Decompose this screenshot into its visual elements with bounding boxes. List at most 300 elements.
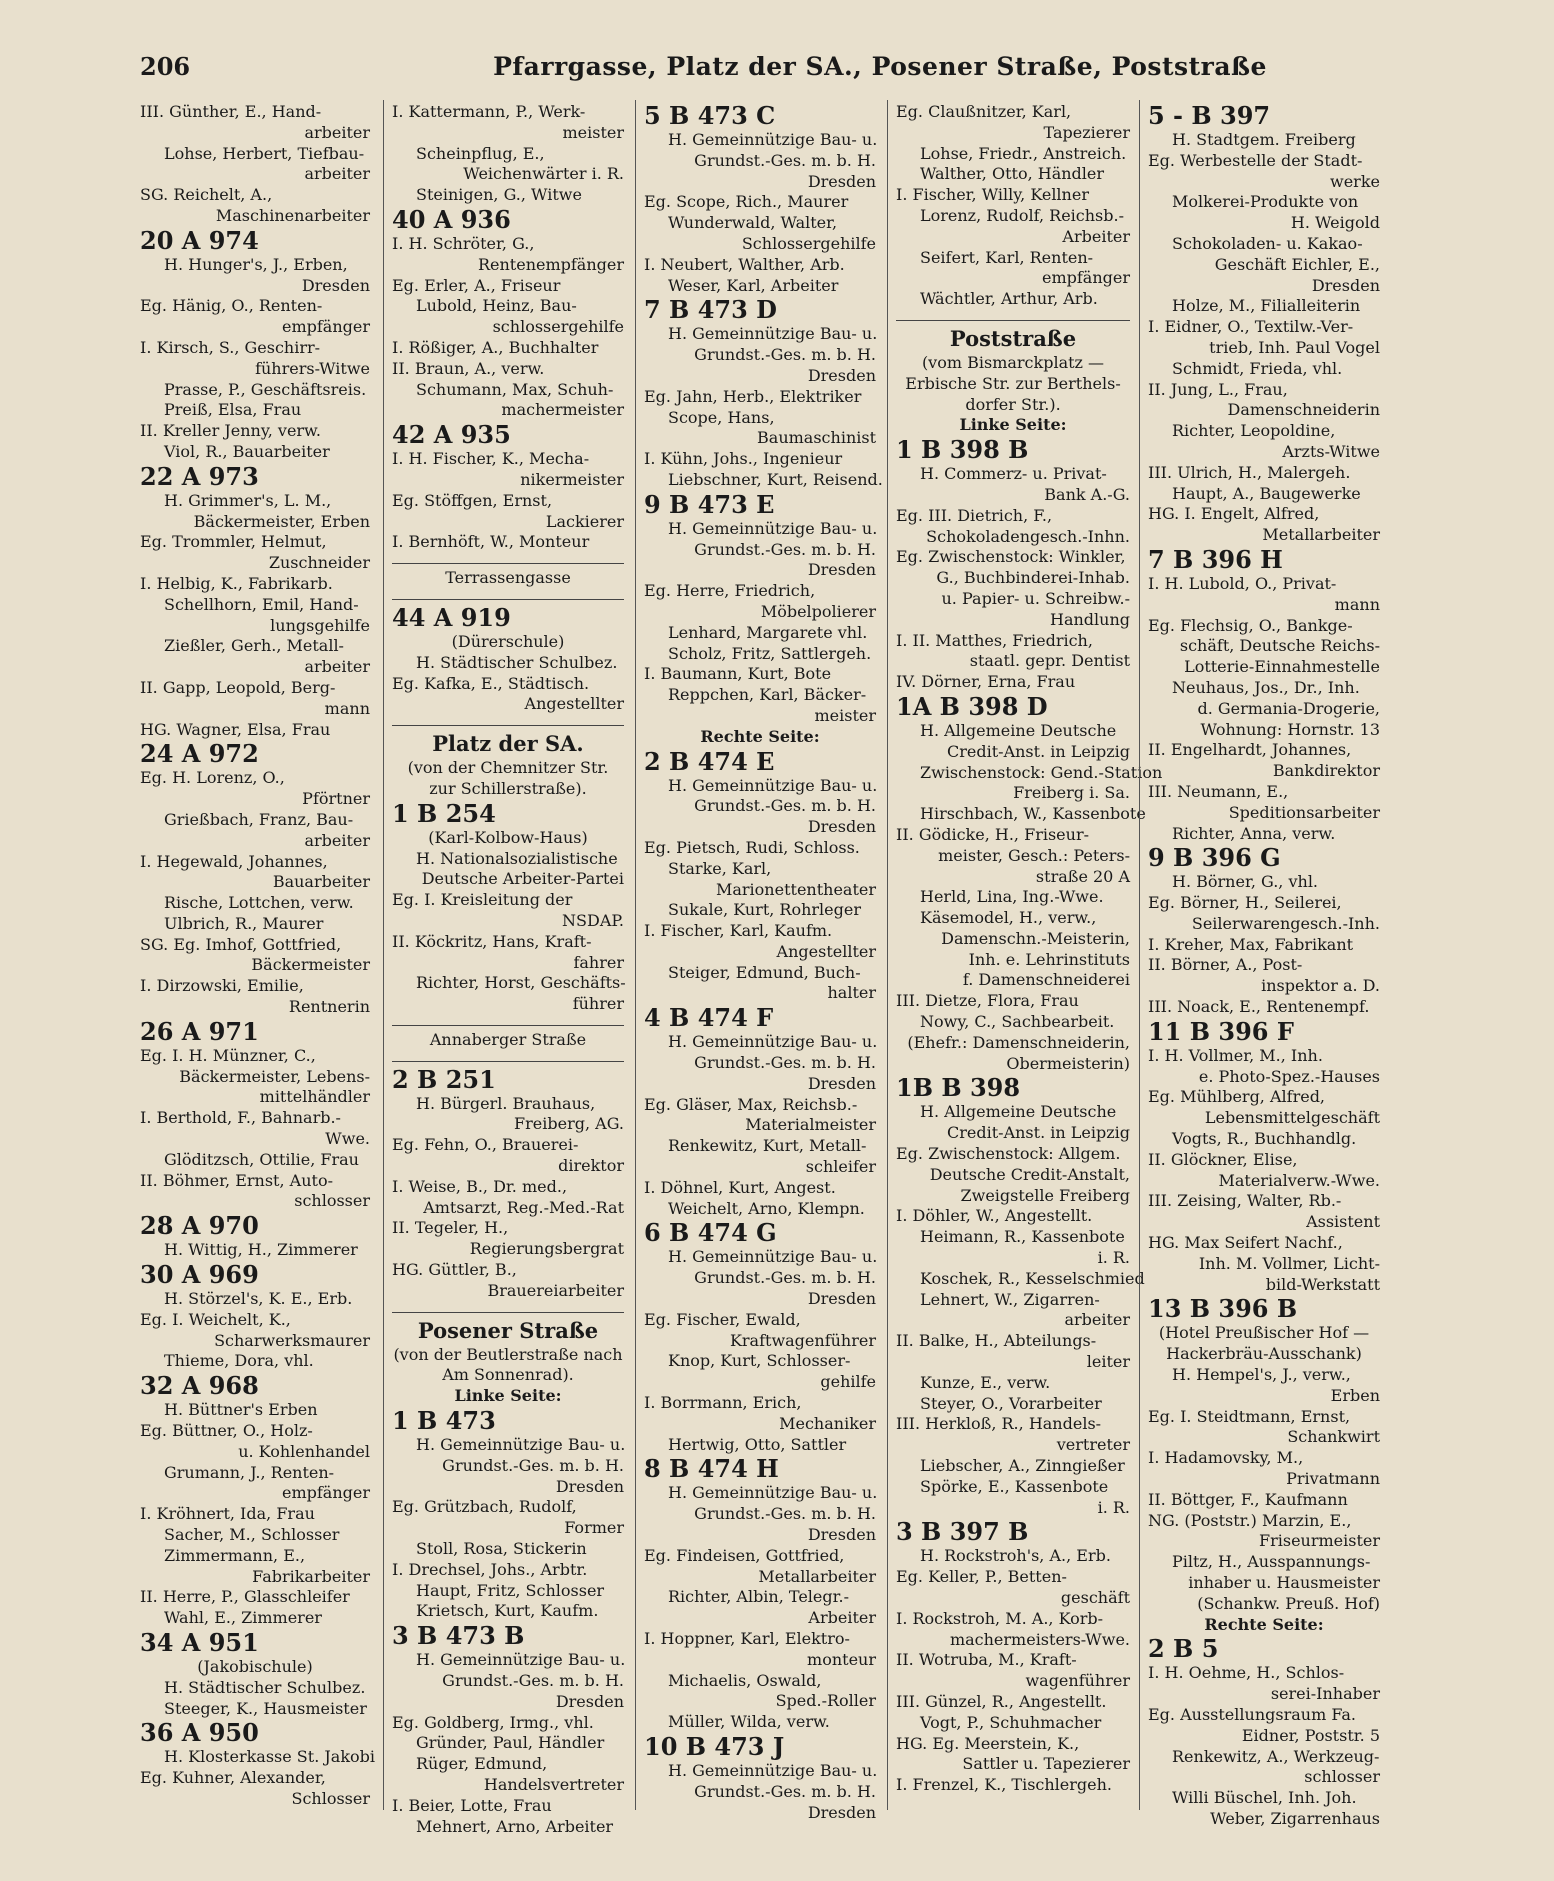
street-note: (Karl-Kolbow-Haus) bbox=[428, 827, 588, 847]
entry-line: I. Neubert, Walther, Arb. bbox=[644, 254, 845, 274]
entry-line: schlosser bbox=[1304, 1767, 1380, 1787]
entry-line: straße 20 A bbox=[1035, 866, 1130, 886]
entry-line: I. H. Fischer, K., Mecha- bbox=[392, 449, 590, 469]
entry-line: Lohse, Herbert, Tiefbau- bbox=[164, 143, 365, 163]
entry-line: H. Gemeinnützige Bau- u. bbox=[668, 1247, 878, 1267]
entry-line: Herld, Lina, Ing.-Wwe. bbox=[920, 887, 1104, 907]
entry-line: Steyer, O., Vorarbeiter bbox=[920, 1393, 1102, 1413]
entry-line: Eg. Jahn, Herb., Elektriker bbox=[644, 386, 862, 406]
entry-line: Metallarbeiter bbox=[1262, 525, 1380, 545]
entry-line: Damenschneiderin bbox=[1227, 400, 1380, 420]
entry-line: Krietsch, Kurt, Kaufm. bbox=[416, 1601, 599, 1621]
entry-line: Eg. Scope, Rich., Maurer bbox=[644, 192, 849, 212]
column-divider bbox=[383, 100, 384, 1810]
entry-line: Bäckermeister, Erben bbox=[193, 511, 370, 531]
entry-line: Reppchen, Karl, Bäcker- bbox=[668, 685, 867, 705]
house-number-heading: 32 A 968 bbox=[140, 1371, 259, 1401]
entry-line: Materialmeister bbox=[745, 1115, 876, 1135]
entry-line: SG. Reichelt, A., bbox=[140, 185, 273, 205]
house-number-heading: 28 A 970 bbox=[140, 1211, 259, 1241]
entry-line: I. Berthold, F., Bahnarb.- bbox=[140, 1108, 341, 1128]
entry-line: I. Baumann, Kurt, Bote bbox=[644, 664, 832, 684]
entry-line: Rüger, Edmund, bbox=[416, 1754, 548, 1774]
entry-line: Michaelis, Oswald, bbox=[668, 1670, 822, 1690]
entry-line: Grundst.-Ges. m. b. H. bbox=[694, 539, 876, 559]
entry-line: Eg. Mühlberg, Alfred, bbox=[1148, 1087, 1326, 1107]
entry-line: II. Wotruba, M., Kraft- bbox=[896, 1650, 1077, 1670]
street-note: Hackerbräu-Ausschank) bbox=[1166, 1344, 1362, 1364]
entry-line: III. Ulrich, H., Malergeh. bbox=[1148, 462, 1351, 482]
entry-line: H. Störzel's, K. E., Erb. bbox=[164, 1289, 353, 1309]
entry-line: Eg. Kafka, E., Städtisch. bbox=[392, 673, 590, 693]
house-number-heading: 1 B 473 bbox=[392, 1406, 496, 1436]
entry-line: Lebensmittelgeschäft bbox=[1204, 1108, 1380, 1128]
house-number-heading: 11 B 396 F bbox=[1148, 1016, 1294, 1046]
column-divider bbox=[635, 100, 636, 1810]
street-note: (vom Bismarckplatz — bbox=[921, 352, 1105, 372]
entry-line: Grundst.-Ges. m. b. H. bbox=[442, 1671, 624, 1691]
entry-line: Starke, Karl, bbox=[668, 858, 772, 878]
entry-line: Wächtler, Arthur, Arb. bbox=[920, 289, 1098, 309]
entry-line: I. Dirzowski, Emilie, bbox=[140, 976, 304, 996]
entry-line: I. Döhler, W., Angestellt. bbox=[896, 1206, 1093, 1226]
entry-line: arbeiter bbox=[1064, 1310, 1130, 1330]
entry-line: H. Hunger's, J., Erben, bbox=[164, 254, 348, 274]
entry-line: Bäckermeister, Lebens- bbox=[179, 1066, 370, 1086]
street-note: Am Sonnenrad). bbox=[442, 1365, 574, 1385]
entry-line: Dresden bbox=[807, 365, 876, 385]
entry-line: direktor bbox=[558, 1156, 624, 1176]
entry-line: Walther, Otto, Händler bbox=[920, 164, 1105, 184]
entry-line: Arzts-Witwe bbox=[1282, 441, 1380, 461]
entry-line: Molkerei-Produkte von bbox=[1172, 192, 1359, 212]
entry-line: H. Städtischer Schulbez. bbox=[416, 652, 618, 672]
house-number-heading: 4 B 474 F bbox=[644, 1003, 774, 1033]
house-number-heading: 22 A 973 bbox=[140, 461, 259, 491]
house-number-heading: 9 B 396 G bbox=[1148, 843, 1281, 873]
entry-line: I. Hoppner, Karl, Elektro- bbox=[644, 1629, 850, 1648]
entry-line: Scheinpflug, E., bbox=[416, 143, 545, 163]
entry-line: H. Gemeinnützige Bau- u. bbox=[416, 1435, 626, 1455]
entry-line: Grundst.-Ges. m. b. H. bbox=[694, 345, 876, 365]
entry-line: leiter bbox=[1086, 1352, 1130, 1372]
entry-line: II. Glöckner, Elise, bbox=[1148, 1149, 1298, 1169]
entry-line: arbeiter bbox=[304, 657, 370, 677]
entry-line: Heimann, R., Kassenbote bbox=[920, 1227, 1125, 1247]
entry-line: II. Balke, H., Abteilungs- bbox=[896, 1331, 1097, 1351]
entry-line: schäft, Deutsche Reichs- bbox=[1179, 636, 1380, 656]
entry-line: Arbeiter bbox=[808, 1608, 876, 1628]
street-note: (Jakobischule) bbox=[197, 1657, 313, 1676]
entry-line: H. Gemeinnützige Bau- u. bbox=[668, 1760, 878, 1780]
entry-line: Richter, Anna, verw. bbox=[1172, 823, 1336, 843]
entry-line: SG. Eg. Imhof, Gottfried, bbox=[140, 934, 342, 954]
entry-line: Dresden bbox=[807, 817, 876, 837]
entry-line: Preiß, Elsa, Frau bbox=[164, 400, 302, 420]
entry-line: Eg. I. Weichelt, K., bbox=[140, 1309, 291, 1329]
entry-line: Hertwig, Otto, Sattler bbox=[668, 1434, 847, 1454]
entry-line: serei-Inhaber bbox=[1270, 1684, 1380, 1704]
house-number-heading: 44 A 919 bbox=[392, 602, 511, 632]
entry-line: fahrer bbox=[573, 952, 624, 972]
directory-column-2 bbox=[392, 102, 626, 1836]
entry-line: I. Kattermann, P., Werk- bbox=[392, 102, 586, 121]
entry-line: Schmidt, Frieda, vhl. bbox=[1172, 358, 1343, 378]
entry-line: III. Günzel, R., Angestellt. bbox=[896, 1691, 1107, 1711]
entry-line: meister, Gesch.: Peters- bbox=[938, 845, 1130, 865]
entry-line: Eg. Grützbach, Rudolf, bbox=[392, 1497, 577, 1517]
entry-line: I. Rockstroh, M. A., Korb- bbox=[896, 1608, 1104, 1628]
entry-line: Weber, Zigarrenhaus bbox=[1210, 1808, 1380, 1828]
entry-line: Eg. Büttner, O., Holz- bbox=[140, 1421, 313, 1441]
entry-line: H. Klosterkasse St. Jakobi bbox=[164, 1747, 375, 1767]
entry-line: Schokoladen- u. Kakao- bbox=[1172, 233, 1363, 253]
entry-line: H. Allgemeine Deutsche bbox=[920, 720, 1117, 740]
street-note: (von der Beutlerstraße nach bbox=[393, 1344, 623, 1364]
entry-line: Weichelt, Arno, Klempn. bbox=[668, 1198, 865, 1218]
house-number-heading: 1 B 398 B bbox=[896, 435, 1029, 465]
house-number-heading: 8 B 474 H bbox=[644, 1454, 779, 1484]
entry-line: Knop, Kurt, Schlosser- bbox=[668, 1351, 851, 1371]
entry-line: Inh. M. Vollmer, Licht- bbox=[1198, 1253, 1380, 1273]
entry-line: H. Grimmer's, L. M., bbox=[164, 490, 332, 510]
entry-line: H. Börner, G., vhl. bbox=[1172, 872, 1319, 892]
entry-line: Grundst.-Ges. m. b. H. bbox=[694, 1781, 876, 1801]
house-number-heading: 40 A 936 bbox=[392, 204, 511, 234]
entry-line: H. Allgemeine Deutsche bbox=[920, 1102, 1117, 1122]
entry-line: I. H. Oehme, H., Schlos- bbox=[1148, 1663, 1345, 1683]
entry-line: Grundst.-Ges. m. b. H. bbox=[442, 1455, 624, 1475]
side-label: Rechte Seite: bbox=[700, 726, 820, 746]
house-number-heading: 7 B 396 H bbox=[1148, 544, 1283, 574]
page-header bbox=[140, 52, 1380, 88]
page-title: Pfarrgasse, Platz der SA., Posener Straße, Poststraße bbox=[493, 52, 1267, 81]
entry-line: Speditionsarbeiter bbox=[1228, 802, 1380, 822]
section-rule bbox=[896, 310, 1130, 321]
section-rule bbox=[392, 589, 624, 600]
entry-line: Sacher, M., Schlosser bbox=[164, 1525, 340, 1545]
entry-line: HG. Eg. Meerstein, K., bbox=[896, 1733, 1080, 1753]
entry-line: Obermeisterin) bbox=[1006, 1053, 1130, 1073]
entry-line: Steinigen, G., Witwe bbox=[416, 185, 582, 205]
section-rule bbox=[392, 715, 624, 726]
entry-line: Handelsvertreter bbox=[483, 1775, 624, 1794]
house-number-heading: 34 A 951 bbox=[140, 1628, 259, 1657]
entry-line: G., Buchbinderei-Inhab. bbox=[936, 568, 1130, 588]
entry-line: mann bbox=[324, 698, 370, 718]
entry-line: mittelhändler bbox=[259, 1087, 370, 1107]
entry-line: meister bbox=[814, 705, 876, 725]
entry-line: Scharwerksmaurer bbox=[214, 1330, 370, 1350]
entry-line: Steeger, K., Hausmeister bbox=[164, 1698, 367, 1718]
house-number-heading: 3 B 473 B bbox=[392, 1621, 525, 1651]
entry-line: Prasse, P., Geschäftsreis. bbox=[164, 379, 367, 399]
entry-line: Steiger, Edmund, Buch- bbox=[668, 962, 861, 982]
entry-line: Ulbrich, R., Maurer bbox=[164, 913, 324, 933]
entry-line: i. R. bbox=[1097, 1248, 1130, 1268]
entry-line: Liebschner, Kurt, Reisend. bbox=[668, 469, 883, 489]
entry-line: Tapezierer bbox=[1043, 122, 1130, 142]
entry-line: II. Köckritz, Hans, Kraft- bbox=[392, 931, 592, 951]
street-note: dorfer Str.). bbox=[965, 394, 1061, 414]
entry-line: II. Engelhardt, Johannes, bbox=[1148, 740, 1352, 760]
street-heading: Poststraße bbox=[949, 325, 1077, 351]
entry-line: Weichenwärter i. R. bbox=[463, 164, 624, 184]
entry-line: Grießbach, Franz, Bau- bbox=[164, 809, 354, 829]
directory-column-3 bbox=[644, 101, 883, 1830]
street-note: (Hotel Preußischer Hof — bbox=[1158, 1323, 1370, 1343]
entry-line: Eg. I. Steidtmann, Ernst, bbox=[1148, 1406, 1351, 1426]
entry-line: NG. (Poststr.) Marzin, E., bbox=[1148, 1510, 1352, 1530]
entry-line: Handlung bbox=[1049, 609, 1130, 629]
entry-line: (Ehefr.: Damenschneiderin, bbox=[907, 1032, 1130, 1052]
entry-line: Haupt, A., Baugewerke bbox=[1172, 483, 1361, 503]
entry-line: H. Wittig, H., Zimmerer bbox=[164, 1240, 358, 1260]
entry-line: III. Günther, E., Hand- bbox=[140, 102, 322, 121]
entry-line: Eg. Fehn, O., Brauerei- bbox=[392, 1135, 579, 1155]
entry-line: Glöditzsch, Ottilie, Frau bbox=[164, 1149, 359, 1169]
entry-line: Mehnert, Arno, Arbeiter bbox=[416, 1816, 614, 1836]
entry-line: Lenhard, Margarete vhl. bbox=[668, 622, 868, 642]
house-number-heading: 9 B 473 E bbox=[644, 489, 775, 519]
entry-line: Sattler u. Tapezierer bbox=[962, 1754, 1130, 1774]
entry-line: Eg. Flechsig, O., Bankge- bbox=[1148, 615, 1353, 635]
entry-line: Käsemodel, H., verw., bbox=[920, 908, 1097, 928]
entry-line: i. R. bbox=[1097, 1497, 1130, 1517]
entry-line: Willi Büschel, Inh. Joh. bbox=[1172, 1788, 1357, 1808]
entry-line: halter bbox=[827, 983, 876, 1003]
entry-line: führer bbox=[572, 994, 624, 1014]
directory-column-1 bbox=[140, 102, 375, 1830]
entry-line: Grundst.-Ges. m. b. H. bbox=[694, 796, 876, 816]
entry-line: I. Bernhöft, W., Monteur bbox=[392, 532, 590, 552]
entry-line: I. H. Schröter, G., bbox=[392, 233, 535, 253]
entry-line: u. Kohlenhandel bbox=[238, 1441, 370, 1461]
entry-line: H. Gemeinnützige Bau- u. bbox=[668, 1483, 878, 1503]
house-number-heading: 24 A 972 bbox=[140, 739, 259, 769]
entry-line: Lubold, Heinz, Bau- bbox=[416, 296, 577, 316]
entry-line: Lotterie-Einnahmestelle bbox=[1184, 657, 1380, 677]
entry-line: Baumaschinist bbox=[757, 428, 876, 448]
entry-line: Viol, R., Bauarbeiter bbox=[164, 441, 330, 461]
house-number-heading: 3 B 397 B bbox=[896, 1517, 1029, 1547]
entry-line: Renkewitz, Kurt, Metall- bbox=[668, 1136, 867, 1156]
entry-line: Eg. Gläser, Max, Reichsb.- bbox=[644, 1094, 858, 1114]
entry-line: Richter, Albin, Telegr.- bbox=[668, 1587, 850, 1607]
entry-line: II. Tegeler, H., bbox=[392, 1218, 509, 1238]
entry-line: Marionettentheater bbox=[715, 879, 876, 899]
entry-line: Zimmermann, E., bbox=[164, 1545, 306, 1565]
entry-line: Lohse, Friedr., Anstreich. bbox=[920, 143, 1127, 163]
entry-line: Schellhorn, Emil, Hand- bbox=[164, 594, 359, 614]
street-heading: Platz der SA. bbox=[432, 731, 584, 757]
entry-line: Inh. e. Lehrinstituts bbox=[968, 949, 1130, 969]
entry-line: Eg. I. Kreisleitung der bbox=[392, 890, 573, 910]
entry-line: machermeister bbox=[501, 400, 624, 420]
entry-line: arbeiter bbox=[304, 122, 370, 142]
entry-line: Wahl, E., Zimmerer bbox=[164, 1608, 322, 1628]
entry-line: Eg. Erler, A., Friseur bbox=[392, 275, 561, 295]
entry-line: Materialverw.-Wwe. bbox=[1218, 1170, 1380, 1190]
house-number-heading: 7 B 473 D bbox=[644, 295, 777, 325]
entry-line: I. Helbig, K., Fabrikarb. bbox=[140, 573, 333, 593]
entry-line: Eg. Goldberg, Irmg., vhl. bbox=[392, 1712, 594, 1732]
entry-line: Friseurmeister bbox=[1258, 1531, 1380, 1551]
entry-line: H. Gemeinnützige Bau- u. bbox=[668, 775, 878, 795]
entry-line: inhaber u. Hausmeister bbox=[1188, 1573, 1380, 1592]
entry-line: I. Drechsel, Johs., Arbtr. bbox=[392, 1559, 588, 1579]
entry-line: I. H. Vollmer, M., Inh. bbox=[1148, 1045, 1323, 1065]
entry-line: Bank A.-G. bbox=[1044, 484, 1130, 504]
house-number-heading: 5 - B 397 bbox=[1148, 101, 1271, 130]
entry-line: staatl. gepr. Dentist bbox=[969, 651, 1130, 671]
entry-line: H. Gemeinnützige Bau- u. bbox=[668, 130, 878, 149]
entry-line: H. Gemeinnützige Bau- u. bbox=[668, 518, 878, 538]
house-number-heading: 20 A 974 bbox=[140, 225, 259, 255]
entry-line: Dresden bbox=[555, 1691, 624, 1711]
entry-line: Seilerwarengesch.-Inh. bbox=[1191, 913, 1380, 933]
entry-line: HG. I. Engelt, Alfred, bbox=[1148, 504, 1320, 524]
entry-line: HG. Max Seifert Nachf., bbox=[1148, 1233, 1343, 1253]
entry-line: II. Herre, P., Glasschleifer bbox=[140, 1587, 350, 1607]
entry-line: Brauereiarbeiter bbox=[487, 1280, 624, 1300]
entry-line: Zwischenstock: Gend.-Station bbox=[920, 762, 1163, 782]
entry-line: Vogts, R., Buchhandlg. bbox=[1172, 1129, 1357, 1149]
entry-line: Piltz, H., Ausspannungs- bbox=[1172, 1552, 1371, 1572]
entry-line: Sukale, Kurt, Rohrleger bbox=[668, 900, 861, 920]
entry-line: I. Weise, B., Dr. med., bbox=[392, 1176, 568, 1196]
entry-line: Geschäft Eichler, E., bbox=[1214, 254, 1380, 274]
entry-line: Rische, Lottchen, verw. bbox=[164, 893, 354, 913]
entry-line: II. Gapp, Leopold, Berg- bbox=[140, 677, 336, 697]
entry-line: I. Kirsch, S., Geschirr- bbox=[140, 337, 321, 357]
entry-line: H. Hempel's, J., verw., bbox=[1172, 1365, 1351, 1385]
entry-line: Dresden bbox=[807, 171, 876, 191]
entry-line: I. Döhnel, Kurt, Angest. bbox=[644, 1177, 836, 1197]
entry-line: Wunderwald, Walter, bbox=[668, 213, 838, 233]
entry-line: Pförtner bbox=[302, 789, 370, 809]
entry-line: Dresden bbox=[807, 1289, 876, 1309]
entry-line: Zuschneider bbox=[268, 553, 370, 573]
entry-line: Gründer, Paul, Händler bbox=[416, 1733, 605, 1753]
entry-line: Bankdirektor bbox=[1272, 761, 1380, 781]
entry-line: empfänger bbox=[281, 317, 370, 337]
entry-line: Dresden bbox=[1311, 275, 1380, 295]
section-rule bbox=[392, 553, 624, 564]
entry-line: Scope, Hans, bbox=[668, 407, 775, 427]
entry-line: Schlosser bbox=[291, 1788, 370, 1808]
entry-line: Zießler, Gerh., Metall- bbox=[164, 636, 344, 656]
entry-line: Sped.-Roller bbox=[775, 1691, 876, 1711]
entry-line: III. Noack, E., Rentenempf. bbox=[1148, 997, 1370, 1017]
entry-line: I. Kühn, Johs., Ingenieur bbox=[644, 449, 843, 469]
entry-line: Eg. Börner, H., Seilerei, bbox=[1148, 893, 1342, 913]
entry-line: Assistent bbox=[1306, 1212, 1380, 1232]
entry-line: inspektor a. D. bbox=[1261, 976, 1380, 996]
entry-line: HG. Wagner, Elsa, Frau bbox=[140, 719, 331, 739]
entry-line: H. Rockstroh's, A., Erb. bbox=[920, 1546, 1111, 1566]
entry-line: Grundst.-Ges. m. b. H. bbox=[694, 1268, 876, 1288]
entry-line: Richter, Leopoldine, bbox=[1172, 421, 1336, 441]
entry-line: H. Nationalsozialistische bbox=[416, 848, 618, 868]
entry-line: e. Photo-Spez.-Hauses bbox=[1198, 1066, 1380, 1086]
entry-line: wagenführer bbox=[1025, 1671, 1130, 1691]
entry-line: Kunze, E., verw. bbox=[920, 1372, 1051, 1392]
entry-line: Amtsarzt, Reg.-Med.-Rat bbox=[423, 1197, 624, 1217]
house-number-heading: 5 B 473 C bbox=[644, 101, 776, 130]
street-note: Erbische Str. zur Berthels- bbox=[905, 373, 1121, 393]
entry-line: H. Weigold bbox=[1290, 213, 1380, 233]
entry-line: Credit-Anst. in Leipzig bbox=[947, 1123, 1130, 1143]
entry-line: Dresden bbox=[807, 1525, 876, 1545]
entry-line: II. Böttger, F., Kaufmann bbox=[1148, 1489, 1348, 1509]
entry-line: schleifer bbox=[805, 1157, 876, 1177]
entry-line: Freiberg i. Sa. bbox=[1013, 783, 1130, 803]
entry-line: werke bbox=[1330, 171, 1380, 191]
entry-line: H. Bürgerl. Brauhaus, bbox=[416, 1093, 596, 1113]
street-note: zur Schillerstraße). bbox=[429, 778, 587, 798]
entry-line: Renkewitz, A., Werkzeug- bbox=[1172, 1746, 1380, 1766]
entry-line: III. Neumann, E., bbox=[1148, 781, 1289, 801]
entry-line: II. Börner, A., Post- bbox=[1148, 955, 1303, 975]
house-number-heading: 2 B 5 bbox=[1148, 1634, 1219, 1664]
entry-line: schlosser bbox=[294, 1191, 370, 1211]
entry-line: I. Frenzel, K., Tischlergeh. bbox=[896, 1775, 1113, 1795]
house-number-heading: 2 B 474 E bbox=[644, 746, 775, 776]
street-note: Terrassengasse bbox=[445, 568, 571, 588]
entry-line: u. Papier- u. Schreibw.- bbox=[941, 588, 1130, 608]
directory-column-5 bbox=[1148, 102, 1380, 1830]
entry-line: Möbelpolierer bbox=[760, 601, 876, 621]
entry-line: Hirschbach, W., Kassenbote bbox=[920, 804, 1146, 824]
entry-line: Lackierer bbox=[545, 511, 624, 531]
entry-line: H. Commerz- u. Privat- bbox=[920, 464, 1107, 484]
entry-line: schlossergehilfe bbox=[492, 317, 624, 337]
entry-line: I. Hadamovsky, M., bbox=[1148, 1448, 1304, 1468]
side-label: Linke Seite: bbox=[959, 415, 1067, 435]
entry-line: Spörke, E., Kassenbote bbox=[920, 1476, 1109, 1496]
entry-line: H. Büttner's Erben bbox=[164, 1400, 318, 1420]
street-note: (Dürerschule) bbox=[451, 631, 565, 651]
entry-line: Stoll, Rosa, Stickerin bbox=[416, 1539, 587, 1559]
entry-line: Eg. Pietsch, Rudi, Schloss. bbox=[644, 837, 860, 857]
entry-line: Bauarbeiter bbox=[272, 872, 370, 892]
entry-line: H. Gemeinnützige Bau- u. bbox=[416, 1650, 626, 1670]
entry-line: mann bbox=[1334, 594, 1380, 614]
entry-line: Dresden bbox=[807, 1073, 876, 1093]
entry-line: arbeiter bbox=[304, 164, 370, 184]
entry-line: Richter, Horst, Geschäfts- bbox=[416, 973, 626, 993]
entry-line: Thieme, Dora, vhl. bbox=[164, 1351, 314, 1371]
entry-line: Koschek, R., Kesselschmied bbox=[920, 1268, 1145, 1288]
column-divider bbox=[887, 100, 888, 1810]
entry-line: Scholz, Fritz, Sattlergeh. bbox=[668, 643, 872, 663]
entry-line: Seifert, Karl, Renten- bbox=[920, 247, 1094, 267]
house-number-heading: 1A B 398 D bbox=[896, 691, 1048, 721]
entry-line: Grundst.-Ges. m. b. H. bbox=[694, 1053, 876, 1073]
entry-line: Schumann, Max, Schuh- bbox=[416, 379, 614, 399]
entry-line: Eg. Findeisen, Gottfried, bbox=[644, 1545, 845, 1565]
entry-line: HG. Güttler, B., bbox=[392, 1260, 517, 1280]
street-note: (von der Chemnitzer Str. bbox=[407, 758, 609, 778]
entry-line: Nowy, C., Sachbearbeit. bbox=[920, 1012, 1115, 1032]
entry-line: II. Böhmer, Ernst, Auto- bbox=[140, 1170, 333, 1190]
side-label: Linke Seite: bbox=[454, 1386, 562, 1406]
entry-line: Neuhaus, Jos., Dr., Inh. bbox=[1172, 677, 1360, 697]
section-rule bbox=[392, 1302, 624, 1313]
entry-line: Former bbox=[564, 1518, 624, 1538]
entry-line: Lorenz, Rudolf, Reichsb.- bbox=[920, 205, 1124, 225]
